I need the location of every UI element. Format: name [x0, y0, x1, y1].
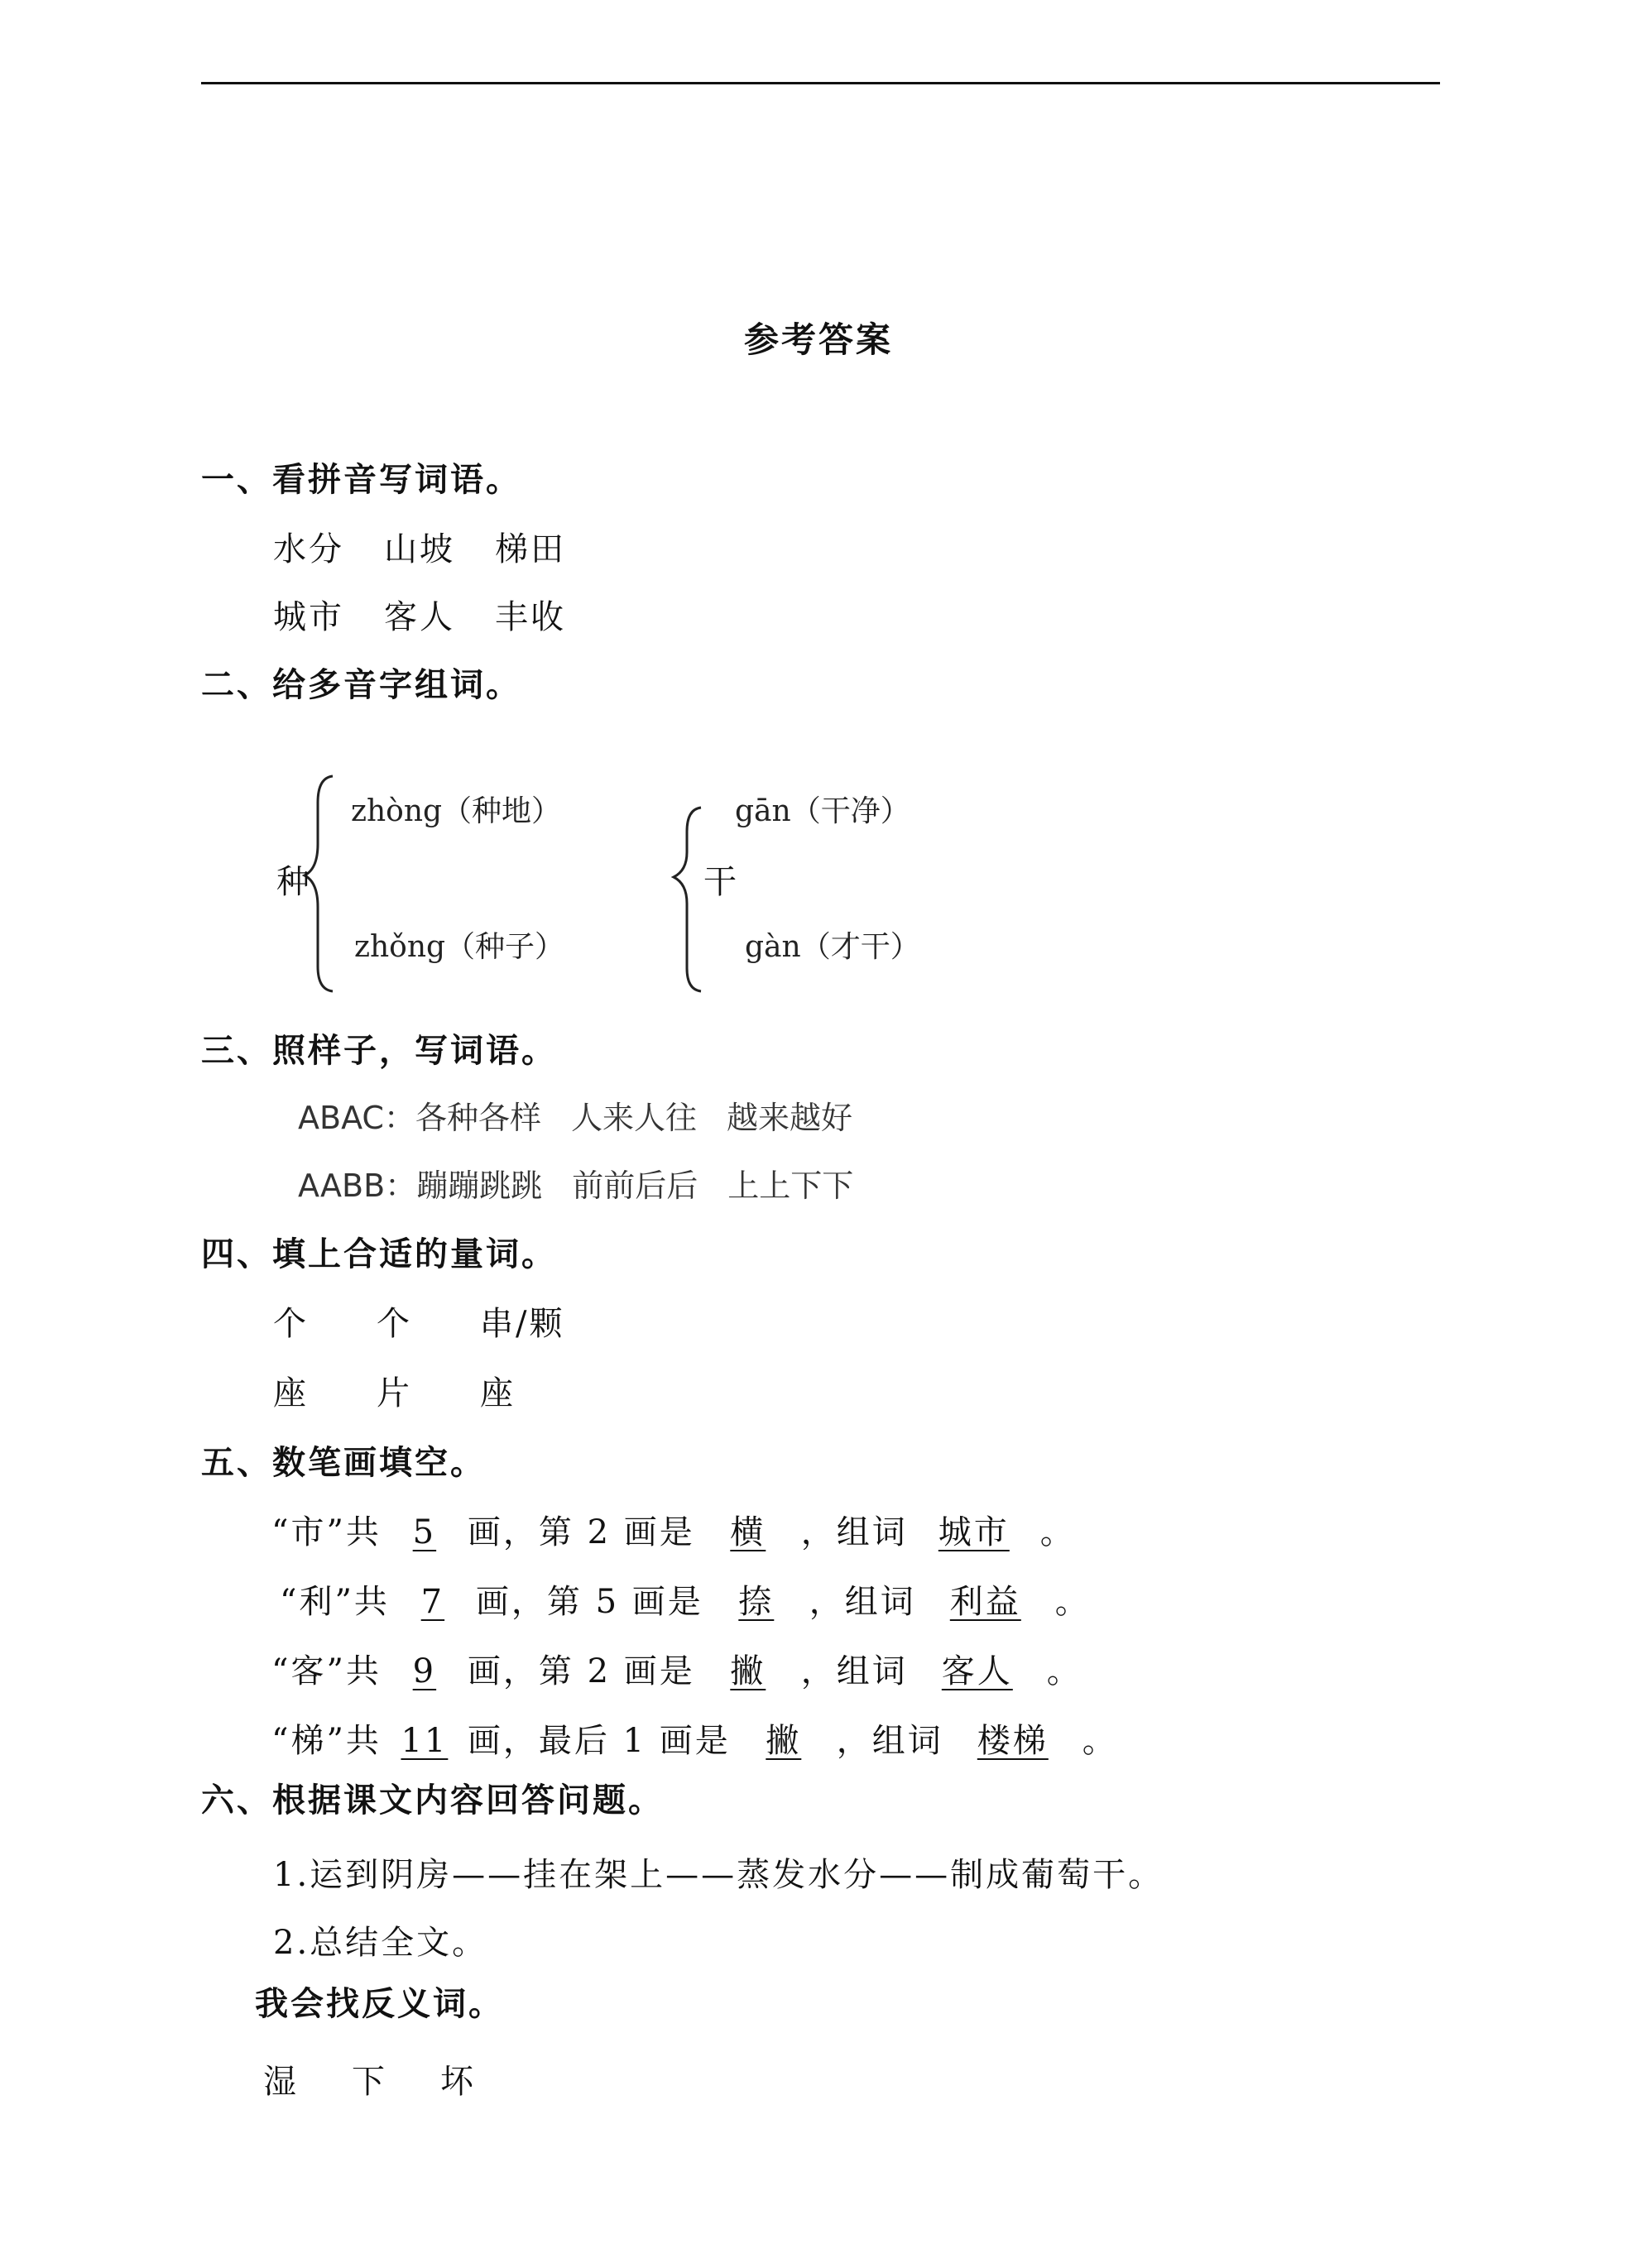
word: 个: [377, 1305, 412, 1343]
stroke-row: [271, 1645, 1083, 1692]
section-7-heading: 我会找反义词。: [255, 1985, 504, 2023]
answer-2: 2.总结全文。: [273, 1924, 488, 1962]
stroke-sep: ，组词: [800, 1513, 908, 1551]
word: 越来越好: [726, 1100, 852, 1136]
abac-row: [298, 1092, 852, 1138]
section-3-heading: 三、照样子，写词语。: [201, 1032, 557, 1070]
polyphone-right-top: gān（干净）: [735, 794, 910, 828]
stroke-mid: 画，第 2 画是: [467, 1652, 695, 1690]
stroke-count: 5: [412, 1513, 437, 1551]
word: 个: [273, 1305, 309, 1343]
polyphone-char-left: 种: [276, 863, 312, 901]
page-title: 参考答案: [743, 319, 893, 360]
stroke-mid: 画，第 5 画是: [475, 1583, 703, 1621]
stroke-count: 11: [401, 1722, 449, 1760]
stroke-sep: ，组词: [836, 1722, 943, 1760]
aabb-row: [298, 1160, 853, 1206]
word: 湿: [263, 2063, 299, 2101]
word: 水分: [273, 530, 344, 568]
stroke-word: 利益: [949, 1583, 1021, 1621]
word: 客人: [384, 598, 455, 636]
word: 片: [377, 1374, 412, 1412]
antonym-row: [263, 2055, 476, 2103]
stroke-answer: 捺: [738, 1583, 775, 1621]
word: 梯田: [495, 530, 566, 568]
word: 前前后后: [572, 1168, 698, 1204]
answer-1: 1.运到阴房——挂在架上——蒸发水分——制成葡萄干。: [273, 1856, 1164, 1894]
section-6-heading: 六、根据课文内容回答问题。: [201, 1781, 664, 1820]
section-2-heading: 二、给多音字组词。: [201, 666, 521, 704]
section-4-row-1: [273, 1297, 564, 1345]
stroke-word: 楼梯: [977, 1722, 1049, 1760]
polyphone-char-right: 干: [703, 863, 739, 901]
section-4-row-2: [273, 1367, 516, 1414]
word: 座: [273, 1374, 309, 1412]
stroke-word: 客人: [941, 1652, 1013, 1690]
section-1-heading: 一、看拼音写词语。: [201, 461, 521, 499]
polyphone-right-bottom: gàn（才干）: [745, 930, 920, 964]
stroke-count: 9: [412, 1652, 437, 1690]
word: 座: [480, 1374, 516, 1412]
stroke-row: [271, 1714, 1118, 1762]
word: 蹦蹦跳跳: [416, 1168, 543, 1204]
right-brace: [674, 808, 701, 991]
word: 丰收: [495, 598, 566, 636]
aabb-label: AABB：: [298, 1168, 417, 1204]
stroke-sep: ，组词: [800, 1652, 908, 1690]
word: 串/颗: [480, 1305, 565, 1343]
stroke-sep: ，组词: [809, 1583, 916, 1621]
polyphone-left-top: zhòng（种地）: [351, 794, 562, 828]
section-4-heading: 四、填上合适的量词。: [201, 1235, 557, 1273]
word: 上上下下: [727, 1168, 854, 1204]
stroke-char: “利”共: [280, 1583, 390, 1621]
stroke-end: 。: [1046, 1652, 1083, 1690]
stroke-count: 7: [420, 1583, 445, 1621]
stroke-char: “客”共: [271, 1652, 382, 1690]
stroke-end: 。: [1082, 1722, 1118, 1760]
stroke-row: [280, 1575, 1091, 1623]
word: 城市: [273, 598, 344, 636]
stroke-word: 城市: [938, 1513, 1010, 1551]
stroke-row: [271, 1506, 1076, 1553]
section-5-heading: 五、数笔画填空。: [201, 1444, 486, 1482]
stroke-end: 。: [1039, 1513, 1076, 1551]
stroke-mid: 画，最后 1 画是: [467, 1722, 731, 1760]
word: 坏: [440, 2063, 476, 2101]
word: 山坡: [384, 530, 455, 568]
stroke-char: “梯”共: [271, 1722, 382, 1760]
stroke-answer: 横: [730, 1513, 766, 1551]
word: 各种各样: [415, 1100, 541, 1136]
abac-label: ABAC：: [298, 1100, 415, 1136]
polyphone-left-bottom: zhǒng（种子）: [354, 930, 565, 964]
word: 下: [352, 2063, 387, 2101]
stroke-answer: 撇: [730, 1652, 766, 1690]
word: 人来人往: [570, 1100, 697, 1136]
stroke-end: 。: [1054, 1583, 1091, 1621]
stroke-mid: 画，第 2 画是: [467, 1513, 695, 1551]
stroke-char: “市”共: [271, 1513, 382, 1551]
stroke-answer: 撇: [766, 1722, 802, 1760]
